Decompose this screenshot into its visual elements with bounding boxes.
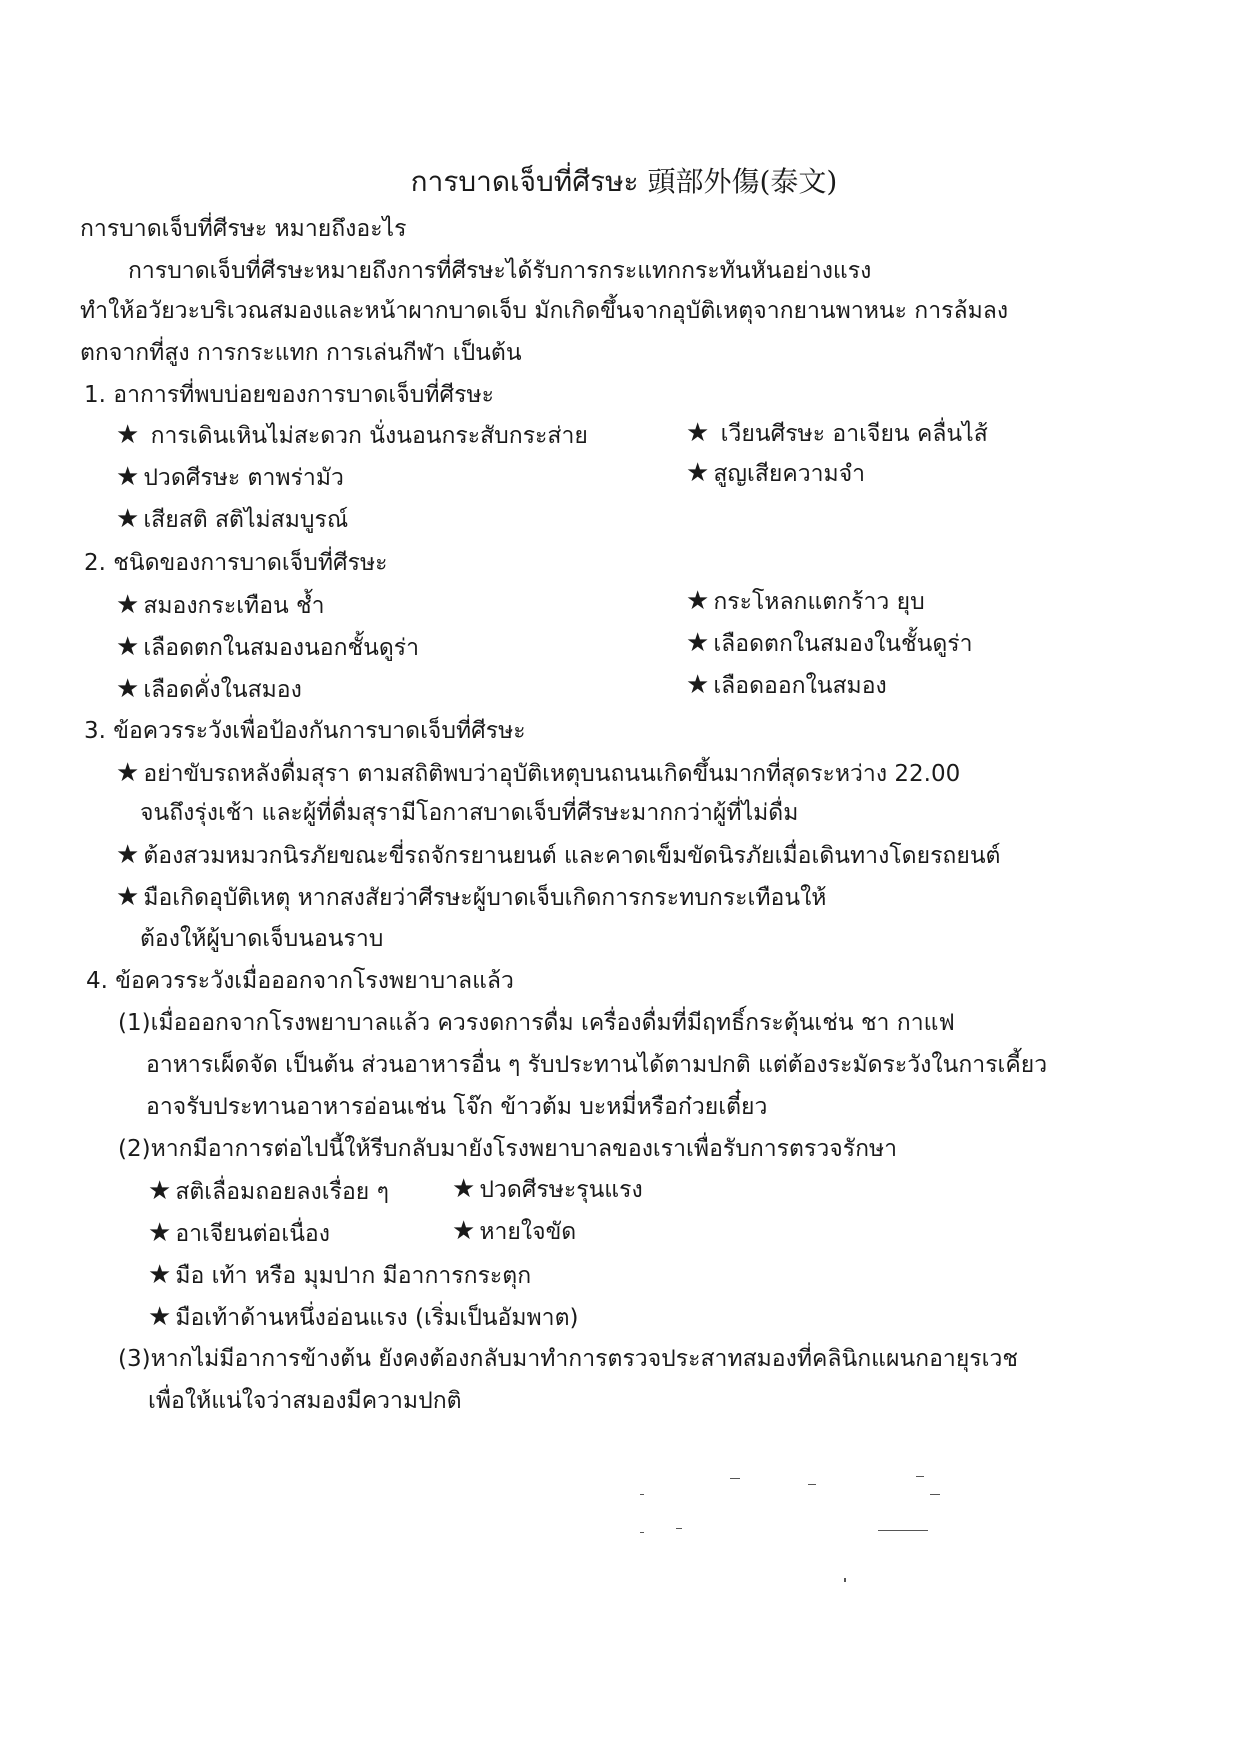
list-item: ★ มือเท้าด้านหนึ่งอ่อนแรง (เริ่มเป็นอัมพาต) [148, 1302, 579, 1332]
list-item: ★ เลือดตกในสมองนอกชั้นดูร่า [116, 632, 420, 662]
list-item: ★ อย่าขับรถหลังดื่มสุรา ตามสถิติพบว่าอุบัติเหตุบนถนนเกิดขึ้นมากที่สุดระหว่าง 22.00 [116, 758, 961, 788]
list-item: ★ ปวดศีรษะ ตาพร่ามัว [116, 462, 344, 492]
list-item: ★ เสียสติ สติไม่สมบูรณ์ [116, 504, 349, 534]
list-item: ★ สมองกระเทือน ช้ำ [116, 590, 325, 620]
scan-speck [878, 1530, 928, 1531]
paragraph-3-line-2: เพื่อให้แน่ใจว่าสมองมีความปกติ [148, 1388, 462, 1414]
section-2-heading: 2. ชนิดของการบาดเจ็บที่ศีรษะ [84, 550, 388, 576]
star-icon: ★ [686, 628, 710, 658]
list-item-continued: ต้องให้ผู้บาดเจ็บนอนราบ [140, 926, 384, 952]
scan-speck [676, 1528, 682, 1529]
star-icon: ★ [116, 674, 140, 704]
section-1-heading: 1. อาการที่พบบ่อยของการบาดเจ็บที่ศีรษะ [84, 382, 494, 408]
star-icon: ★ [116, 882, 140, 912]
scan-speck [844, 1578, 846, 1582]
page-title: การบาดเจ็บที่ศีรษะ 頭部外傷(泰文) [410, 165, 838, 198]
list-item: ★ เลือดออกในสมอง [686, 670, 887, 700]
star-icon: ★ [686, 670, 710, 700]
list-item: ★ อาเจียนต่อเนื่อง [148, 1218, 330, 1248]
list-item: ★ หายใจขัด [452, 1216, 577, 1246]
star-icon: ★ [116, 504, 140, 534]
star-icon: ★ [116, 420, 140, 450]
scan-speck [808, 1484, 816, 1485]
star-icon: ★ [148, 1176, 172, 1206]
star-icon: ★ [686, 586, 710, 616]
list-item: ★ การเดินเหินไม่สะดวก นั่งนอนกระสับกระส่าย [116, 420, 588, 450]
list-item: ★ ต้องสวมหมวกนิรภัยขณะขี่รถจักรยานยนต์ และคาดเข็มขัดนิรภัยเมื่อเดินทางโดยรถยนต์ [116, 840, 1001, 870]
intro-heading: การบาดเจ็บที่ศีรษะ หมายถึงอะไร [80, 216, 407, 242]
star-icon: ★ [452, 1216, 476, 1246]
star-icon: ★ [116, 590, 140, 620]
list-item-continued: จนถึงรุ่งเช้า และผู้ที่ดื่มสุรามีโอกาสบาดเจ็บที่ศีรษะมากกว่าผู้ที่ไม่ดื่ม [140, 800, 799, 826]
scan-speck [640, 1532, 644, 1533]
section-3-heading: 3. ข้อควรระวังเพื่อป้องกันการบาดเจ็บที่ศีรษะ [84, 718, 526, 744]
scan-speck [930, 1494, 940, 1495]
scan-speck [916, 1476, 924, 1477]
list-item: ★ เวียนศีรษะ อาเจียน คลื่นไส้ [686, 418, 988, 448]
star-icon: ★ [452, 1174, 476, 1204]
star-icon: ★ [116, 840, 140, 870]
star-icon: ★ [148, 1302, 172, 1332]
scan-speck [730, 1478, 740, 1479]
star-icon: ★ [116, 758, 140, 788]
list-item: ★ สูญเสียความจำ [686, 458, 866, 488]
star-icon: ★ [686, 458, 710, 488]
star-icon: ★ [116, 462, 140, 492]
star-icon: ★ [686, 418, 710, 448]
list-item: ★ สติเลื่อมถอยลงเรื่อย ๆ [148, 1176, 389, 1206]
list-item: ★ เลือดคั่งในสมอง [116, 674, 302, 704]
paragraph-1-line-2: อาหารเผ็ดจัด เป็นต้น ส่วนอาหารอื่น ๆ รับประทานได้ตามปกติ แต่ต้องระมัดระวังในการเคี้ยว [146, 1052, 1048, 1078]
list-item: ★ เลือดตกในสมองในชั้นดูร่า [686, 628, 973, 658]
intro-line-2: ทำให้อวัยวะบริเวณสมองและหน้าผากบาดเจ็บ มักเกิดขึ้นจากอุบัติเหตุจากยานพาหนะ การล้มลง [80, 298, 1009, 324]
list-item: ★ มือ เท้า หรือ มุมปาก มีอาการกระตุก [148, 1260, 532, 1290]
paragraph-3-line-1: (3)หากไม่มีอาการข้างต้น ยังคงต้องกลับมาทำการตรวจประสาทสมองที่คลินิกแผนกอายุรเวช [118, 1346, 1019, 1372]
star-icon: ★ [148, 1218, 172, 1248]
list-item: ★ มือเกิดอุบัติเหตุ หากสงสัยว่าศีรษะผู้บาดเจ็บเกิดการกระทบกระเทือนให้ [116, 882, 827, 912]
scan-speck [640, 1494, 644, 1495]
star-icon: ★ [116, 632, 140, 662]
paragraph-2-line-1: (2)หากมีอาการต่อไปนี้ให้รีบกลับมายังโรงพยาบาลของเราเพื่อรับการตรวจรักษา [118, 1136, 898, 1162]
paragraph-1-line-3: อาจรับประทานอาหารอ่อนเช่น โจ๊ก ข้าวต้ม บะหมี่หรือก๋วยเตี๋ยว [146, 1094, 768, 1120]
list-item: ★ กระโหลกแตกร้าว ยุบ [686, 586, 925, 616]
list-item: ★ ปวดศีรษะรุนแรง [452, 1174, 643, 1204]
section-4-heading: 4. ข้อควรระวังเมื่อออกจากโรงพยาบาลแล้ว [86, 968, 514, 994]
intro-line-1: การบาดเจ็บที่ศีรษะหมายถึงการที่ศีรษะได้รับการกระแทกกระทันหันอย่างแรง [128, 258, 872, 284]
star-icon: ★ [148, 1260, 172, 1290]
paragraph-1-line-1: (1)เมื่อออกจากโรงพยาบาลแล้ว ควรงดการดื่ม เครื่องดื่มที่มีฤทธิ์กระตุ้นเช่น ชา กาแฟ [118, 1010, 955, 1036]
intro-line-3: ตกจากที่สูง การกระแทก การเล่นกีฬา เป็นต้น [80, 340, 522, 366]
